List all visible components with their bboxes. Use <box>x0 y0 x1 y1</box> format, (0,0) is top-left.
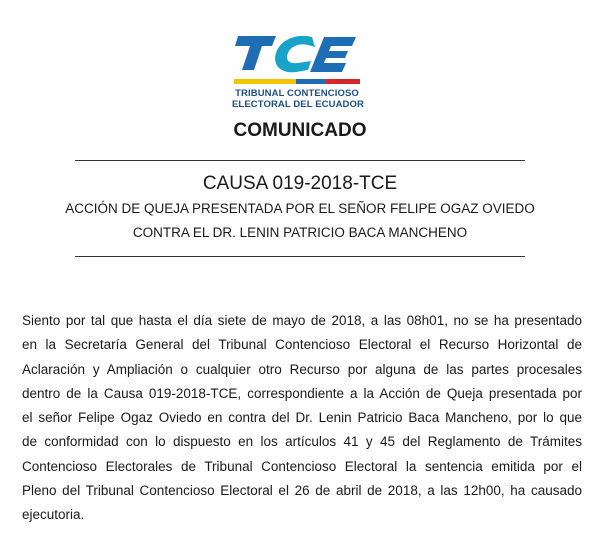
body-line: de conformidad con lo dispuesto en los artículos 41 y 45 del Reglamento de Trámites <box>22 434 582 450</box>
body-line: Contencioso Electorales de Tribunal Contencioso Electoral la sentencia emitida por el <box>22 458 582 474</box>
body-line: dentro de la Causa 019-2018-TCE, correspondiente a la Acción de Queja presentada por <box>22 385 582 401</box>
logo-text-line2: ELECTORAL DEL ECUADOR <box>232 99 364 110</box>
subtitle-line-1: ACCIÓN DE QUEJA PRESENTADA POR EL SEÑOR FELIPE OGAZ OVIEDO <box>65 201 535 216</box>
body-line: Pleno del Tribunal Contencioso Electoral el 26 de abril de 2018, a las 12h00, ha causado <box>22 483 582 499</box>
logo-text-line1: TRIBUNAL CONTENCIOSO <box>235 88 359 99</box>
tce-logo-mark <box>232 30 362 88</box>
body-line: Siento por tal que hasta el día siete de mayo de 2018, a las 08h01, no se ha presentado <box>22 313 582 328</box>
logo-stripe-blue <box>296 79 326 84</box>
logo-letter-c <box>275 36 315 72</box>
page-title: COMUNICADO <box>233 120 367 141</box>
body-line: ejecutoria. <box>22 507 85 523</box>
tce-logo <box>232 30 362 112</box>
logo-letter-t <box>235 36 276 70</box>
logo-letter-e <box>310 37 356 72</box>
case-number: CAUSA 019-2018-TCE <box>202 173 398 194</box>
body-line: en la Secretaría General del Tribunal Contencioso Electoral el Recurso Horizontal de <box>22 337 582 353</box>
subtitle-line-2: CONTRA EL DR. LENIN PATRICIO BACA MANCHENO <box>132 225 468 240</box>
body-line: el señor Felipe Ogaz Oviedo en contra del Dr. Lenin Patricio Baca Mancheno, por lo que <box>22 410 582 426</box>
divider-top <box>75 160 525 161</box>
logo-stripe-red <box>326 79 360 84</box>
logo-stripe-yellow <box>234 79 296 84</box>
divider-bottom <box>75 256 525 257</box>
body-paragraph <box>22 309 582 528</box>
body-line: Aclaración y Ampliación o cualquier otro Recurso por alguna de las partes procesales <box>22 361 582 377</box>
